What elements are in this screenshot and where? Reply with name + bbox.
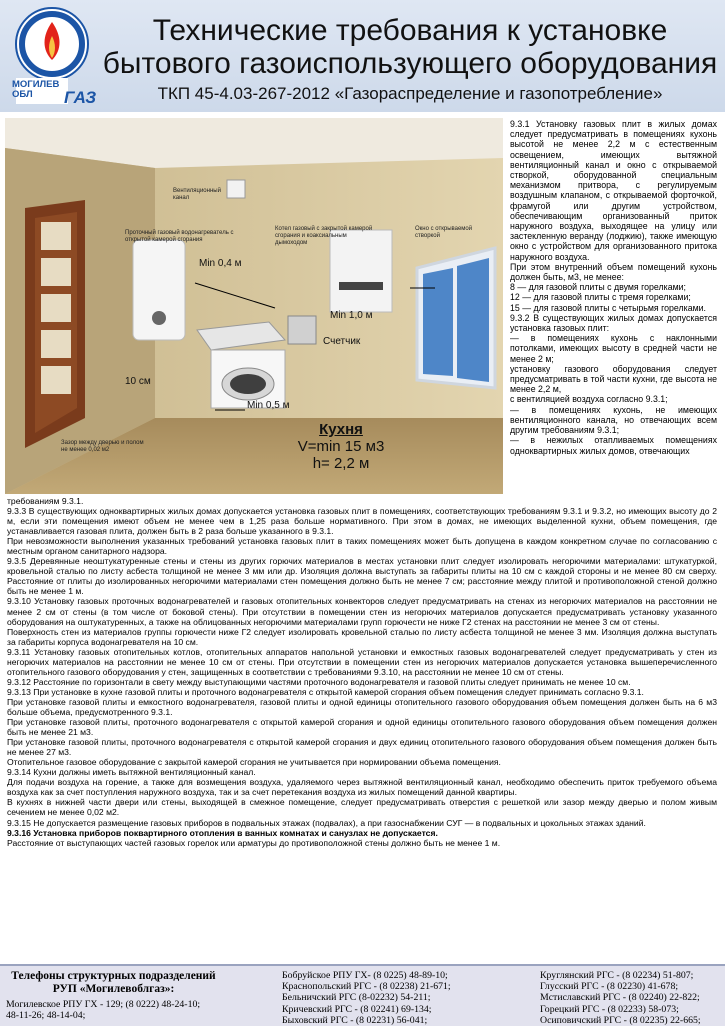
right-column-text	[510, 119, 717, 456]
footer-phone: Круглянский РГС - (8 02234) 51-807;	[540, 970, 694, 981]
label-min10: Min 1,0 м	[330, 310, 373, 321]
paragraph: 12 — для газовой плиты с тремя горелками;	[510, 292, 691, 303]
paragraph: Поверхность стен из материалов группы горючести ниже Г2 следует изолировать кровельной сталью по листу асбеста толщиной не менее 3 мм. Изоляция должна выступать за габариты корпуса водонагревателя на 10 см.	[7, 626, 717, 647]
kitchen-illustration	[5, 118, 503, 494]
paragraph: Для подачи воздуха на горение, а также для возмещения воздуха, удаляемого через вытяжной вентиляционный канал, необходимо обеспечить приток требуемого объема воздуха как за счет поступления наружного воздуха, так и за счет перетекания воздуха из жилых помещений данной квартиры.	[7, 777, 717, 798]
footer-phone: Бобруйское РПУ ГХ- (8 0225) 48-89-10;	[282, 970, 448, 981]
footer-phone: Глусский РГС - (8 02230) 41-678;	[540, 981, 679, 993]
paragraph: 9.3.12 Расстояние по горизонтали в свету между выступающими частями проточного водонагревателя и газовой плиты следует принимать не менее 10 см.	[7, 676, 631, 687]
page-header	[0, 0, 725, 112]
footer-phone: Могилевское РПУ ГХ - 129; (8 0222) 48-24-10;	[6, 999, 201, 1010]
body-text	[7, 496, 717, 848]
footer-heading: РУП «Могилевоблгаз»:	[52, 983, 175, 995]
paragraph: 9.3.13 При установке в кухне газовой плиты и проточного водонагревателя с открытой камерой сгорания объем помещения следует принимать согласно 9.3.1.	[7, 686, 644, 697]
logo-region-text: МОГИЛЕВ ОБЛ	[12, 79, 60, 100]
footer-phone: Бельничский РГС (8-02232) 54-211;	[282, 992, 431, 1004]
label-min04: Min 0,4 м	[199, 258, 242, 269]
label-window: Окно с открываемой створкой	[415, 226, 473, 239]
paragraph: 9.3.5 Деревянные неоштукатуренные стены и стены из других горючих материалов в местах установки плит следует изолировать негорючими материалами: штукатуркой, кровельной сталью по листу асбеста толщиной не менее 3 мм или др. Изоляция должна выступать за габариты плиты на 10 см с каждой стороны и не менее 80 см сверху. Расстояние от плиты до изолированных негорючими материалами стен помещения должно быть не менее 7 см; расстояние между плитой и противоположной стеной должно быть не менее 1 м.	[7, 556, 717, 597]
paragraph: 9.3.15 Не допускается размещение газовых приборов в подвальных этажах (подвалах), а при газоснабжении СУГ — в подвальных и цокольных этажах зданий.	[7, 817, 646, 828]
paragraph: 9.3.2 В существующих жилых домах допускается установка газовых плит:	[510, 312, 717, 334]
paragraph: 9.3.1 Установку газовых плит в жилых домах следует предусматривать в помещениях кухонь высотой не менее 2,2 м с естественным освещением, имеющих вытяжной вентиляционный канал и окно с открываемой створкой, оборудованной специальным механизмом притвора, с регулируемым воздушным клапаном, с открываемой форточкой, фрамугой или другим устройством, обеспечивающим организованный приток наружного воздуха, выходящее на улицу или застекленную веранду (лоджию), также имеющую окно с устройством для организованного притока наружного воздуха.	[510, 119, 717, 262]
footer-phone: Осиповичский РГС - (8 02235) 22-665;	[540, 1014, 701, 1026]
label-boiler: Котел газовый с закрытой камерой сгорания и коаксиальным дымоходом	[275, 226, 373, 246]
logo-gaz-text: ГАЗ	[64, 88, 97, 107]
paragraph-bold: 9.3.16 Установка приборов поквартирного отопления в ванных комнатах и санузлах не допускается.	[7, 827, 438, 838]
footer-col-3	[540, 970, 720, 1026]
label-vent: Вентиляционный канал	[173, 188, 221, 201]
kitchen-caption: Кухня V=min 15 м3 h= 2,2 м	[297, 421, 385, 472]
footer-phone: Горецкий РГС - (8 02233) 58-073;	[540, 1003, 679, 1015]
footer-phone: Краснопольский РГС - (8 02238) 21-671;	[282, 981, 451, 993]
paragraph: 9.3.3 В существующих одноквартирных жилых домах допускается установка газовых плит в помещениях, соответствующих требованиям 9.3.1 и 9.3.2, но имеющих высоту до 2 м, если эти помещения имеют объем не менее чем в 1,25 раза больше нормативного. При этом в домах, не имеющих выделенной кухни, объем помещения, где устанавливается газовая плита, должен быть в 2 раза больше указанного в 9.3.1.	[7, 506, 717, 537]
page-footer	[0, 964, 725, 1026]
paragraph: В кухнях в нижней части двери или стены, выходящей в смежное помещение, следует предусматривать отверстия с решеткой или зазор между дверью и полом живым сечением не менее 0,02 м2.	[7, 797, 717, 818]
paragraph: При установке газовой плиты и емкостного водонагревателя, газовой плиты и одной единицы отопительного газового оборудования объем помещения должен быть на 6 м3 больше объема, предусмотренного 9.3.1.	[7, 696, 717, 717]
paragraph: с вентиляцией воздуха согласно 9.3.1;	[510, 394, 668, 405]
paragraph: 15 — для газовой плиты с четырьмя горелками.	[510, 302, 706, 313]
paragraph: При установке газовой плиты, проточного водонагревателя с открытой камерой сгорания и одной единицы отопительного газового оборудования объем помещения должен быть не менее 21 м3.	[7, 717, 717, 738]
paragraph: требованиям 9.3.1.	[7, 496, 84, 506]
label-heater: Проточный газовый водонагреватель с открытой камерой сгорания	[125, 230, 234, 243]
footer-col-2	[282, 970, 517, 1026]
paragraph: 9.3.11 Установку газовых отопительных котлов, отопительных аппаратов напольной установки и емкостных газовых водонагревателей следует предусматривать у стен из негорючих материалов на расстоянии не менее 10 см от стены. При отсутствии в помещении стен из негорючих материалов допускается установка вышеперечисленного отопительного газового оборудования у стен, защищенных в соответствии с требованиями 9.3.10, на расстоянии не менее 10 см от стены.	[7, 646, 717, 677]
paragraph: 9.3.10 Установку газовых проточных водонагревателей и газовых отопительных конвекторов следует предусматривать на стенах из негорючих материалов на расстоянии не менее 2 см от стены (в том числе от боковой стены). При отсутствии в помещении стен из негорючих материалов допускается предусматривать установку указанного оборудования на оштукатуренных, а также на облицованных негорючими материалами групп горючести не ниже Г2 стенах на расстоянии не менее 3 см от стены.	[7, 596, 717, 627]
paragraph: — в помещениях кухонь с наклонными потолками, имеющих высоту в средней части не менее 2 м;	[510, 333, 717, 364]
paragraph: — в нежилых отапливаемых помещениях одноквартирных жилых домов, отвечающих	[510, 435, 717, 456]
footer-phone: Быховский РГС - (8 02231) 56-041;	[282, 1014, 428, 1026]
footer-heading: Телефоны структурных подразделений	[11, 970, 216, 982]
label-10cm: 10 см	[125, 376, 151, 387]
paragraph: — в помещениях кухонь, не имеющих вентиляционного канала, но отвечающих всем другим требованиям 9.3.1;	[510, 404, 717, 436]
page-title: Технические требования к установке бытового газоиспользующего оборудования	[102, 14, 718, 80]
paragraph: Отопительное газовое оборудование с закрытой камерой сгорания не учитывается при нормировании объема помещения.	[7, 757, 501, 768]
company-logo	[8, 4, 98, 110]
footer-phone: Мстиславский РГС - (8 02240) 22-822;	[540, 992, 700, 1004]
paragraph: установку газового оборудования следует предусматривать в той части кухни, где высота не менее 2,2 м,	[510, 363, 717, 395]
footer-phone: 48-11-26; 48-14-04;	[6, 1010, 86, 1022]
footer-phone: Кричевский РГС - (8 02241) 69-134;	[282, 1003, 432, 1015]
paragraph: 9.3.14 Кухни должны иметь вытяжной вентиляционный канал.	[7, 767, 256, 778]
paragraph: Расстояние от выступающих частей газовых горелок или арматуры до противоположной стены должно быть не менее 1 м.	[7, 837, 501, 848]
paragraph: При невозможности выполнения указанных требований установка газовых плит в таких помещениях может быть допущена в каждом конкретном случае по согласованию с местным органом санитарного надзора.	[7, 536, 717, 557]
paragraph: При этом внутренний объем помещений кухонь должен быть, м3, не менее:	[510, 261, 717, 283]
label-min05: Min 0,5 м	[247, 400, 290, 411]
label-door-gap: Зазор между дверью и полом не менее 0,02 м2	[61, 440, 144, 453]
footer-col-1	[6, 970, 221, 1021]
paragraph: При установке газовой плиты, проточного водонагревателя с открытой камерой сгорания и двух единиц отопительного газового оборудования объем помещения должен быть не менее 27 м3.	[7, 737, 717, 758]
page-subtitle: ТКП 45-4.03-267-2012 «Газораспределение и газопотребление»	[157, 84, 663, 103]
label-meter: Счетчик	[323, 336, 361, 347]
paragraph: 8 — для газовой плиты с двумя горелками;	[510, 282, 687, 293]
